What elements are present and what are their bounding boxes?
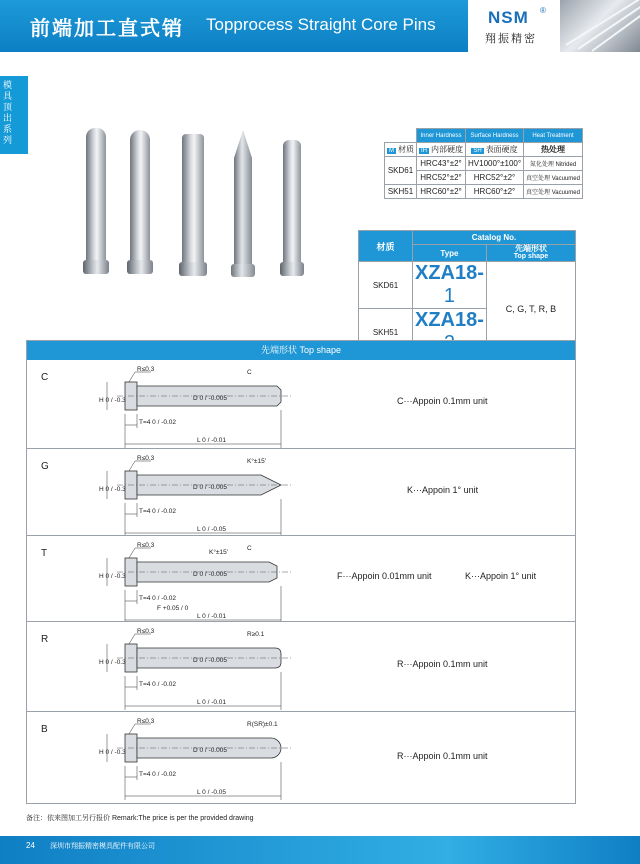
- pin-r: [130, 130, 150, 276]
- shape-description: F···Appoin 0.01mm unit: [337, 571, 432, 581]
- l-label: L 0 / -0.05: [197, 526, 227, 533]
- catalog-material-cell: SKD61: [359, 262, 413, 309]
- h-label: H 0 / -0.3: [99, 659, 126, 666]
- shape-letter: G: [41, 461, 49, 472]
- treatment-cell: 真空处理 Vacuumed: [524, 185, 583, 199]
- inner-cell: HRC60°±2°: [417, 185, 466, 199]
- l-label: L 0 / -0.05: [197, 789, 227, 796]
- shape-label-en: Top shape: [513, 253, 549, 260]
- r-label: R≤0.3: [137, 366, 155, 373]
- series-tab: [0, 76, 39, 154]
- r-label: R≤0.3: [137, 542, 155, 549]
- t-label: T=4 0 / -0.02: [139, 681, 177, 688]
- page-number: 24: [26, 841, 35, 850]
- d-label: D 0 / -0.005: [193, 395, 227, 402]
- h-label: H 0 / -0.3: [99, 573, 126, 580]
- pin-drawing: [97, 449, 307, 536]
- tip-label: R(SR)±0.1: [247, 721, 278, 728]
- l-label: L 0 / -0.01: [197, 437, 227, 444]
- shape-row-c: [27, 360, 575, 448]
- pin-drawing: [97, 712, 307, 805]
- type-label: Type: [413, 245, 487, 262]
- pin-drawing: [97, 536, 307, 622]
- catalog-type-cell: XZA18-1: [413, 262, 487, 309]
- shape-letter: T: [41, 548, 48, 559]
- treatment-cell: 氮化处理 Nitrided: [524, 157, 583, 171]
- pin-g: [228, 128, 258, 278]
- m-badge: M: [389, 148, 394, 154]
- ht-label: 热处理: [524, 143, 583, 157]
- surface-cell: HRC60°±2°: [466, 185, 524, 199]
- pin-t: [283, 140, 301, 276]
- shape-options: C, G, T, R, B: [486, 262, 575, 356]
- shape-description-2: K···Appoin 1° unit: [465, 571, 537, 581]
- t-label: T=4 0 / -0.02: [139, 595, 177, 602]
- shape-description: K···Appoin 1° unit: [407, 484, 479, 495]
- shape-row-t: [27, 535, 575, 621]
- shape-letter: R: [41, 634, 49, 645]
- d-label: D 0 / -0.005: [193, 747, 227, 754]
- tip-label: C: [247, 369, 252, 376]
- logo-registered: ®: [540, 6, 546, 15]
- catalog-table: [358, 230, 576, 356]
- shape-description: R···Appoin 0.1mm unit: [397, 659, 488, 669]
- r-label: R≤0.3: [137, 455, 155, 462]
- l-label: L 0 / -0.01: [197, 613, 227, 620]
- material-label: 材质: [398, 145, 414, 154]
- sh-label: 表面硬度: [485, 145, 518, 154]
- shape-letter: C: [41, 372, 49, 383]
- catalog-type-cell: XZA18-: [413, 309, 487, 356]
- h-label: H 0 / -0.3: [99, 749, 126, 756]
- treatment-cell: 真空处理 Vacuumed: [524, 171, 583, 185]
- pin-drawing: [97, 360, 307, 448]
- k-label: K°±15': [209, 549, 228, 556]
- surface-cell: HV1000°±100°: [466, 157, 524, 171]
- shape-label-cn: 先端形状: [514, 244, 547, 253]
- h-label: H 0 / -0.3: [99, 397, 126, 404]
- ih-label: 内部硬度: [431, 145, 463, 154]
- title-en: Topprocess Straight Core Pins: [206, 15, 436, 34]
- shape-letter: B: [41, 724, 48, 735]
- header-heat-treatment: Heat Treatment: [524, 129, 583, 143]
- catalog-material-label: 材质: [359, 231, 413, 262]
- catalog-material-cell: SKH51: [359, 309, 413, 356]
- logo-cn: 翔振精密: [485, 33, 537, 45]
- title-cn: 前端加工直式销: [30, 18, 184, 40]
- page-footer: [0, 836, 640, 864]
- d-label: D 0 / -0.005: [193, 571, 227, 578]
- r-label: R≤0.3: [137, 718, 155, 725]
- inner-cell: HRC52°±2°: [417, 171, 466, 185]
- top-shape-section: [26, 340, 576, 804]
- tip-label: R≥0.1: [247, 631, 265, 638]
- series-tab-en: Mold Ejector Series: [32, 92, 39, 146]
- d-label: D 0 / -0.005: [193, 657, 227, 664]
- material-table: [384, 128, 583, 199]
- f-label: F +0.05 / 0: [157, 605, 189, 612]
- t-label: T=4 0 / -0.02: [139, 771, 177, 778]
- pin-drawing: [97, 622, 307, 712]
- footer-company: 深圳市翔振精密模具配件有限公司: [50, 843, 155, 850]
- logo-text: NSM: [488, 8, 529, 27]
- inner-cell: HRC43°±2°: [417, 157, 466, 171]
- shape-description: R···Appoin 0.1mm unit: [397, 750, 488, 761]
- pin-c: [86, 128, 106, 276]
- shape-description: C···Appoin 0.1mm unit: [397, 396, 488, 406]
- catalog-no-label: Catalog No.: [413, 231, 576, 245]
- page-header: [0, 0, 640, 52]
- header-inner-hardness: Inner Hardness: [417, 129, 466, 143]
- shape-row-g: [27, 448, 575, 535]
- material-cell: SKH51: [385, 185, 417, 199]
- header-surface-hardness: Surface Hardness: [466, 129, 524, 143]
- shape-row-r: [27, 621, 575, 711]
- surface-cell: HRC52°±2°: [466, 171, 524, 185]
- t-label: T=4 0 / -0.02: [139, 419, 177, 426]
- sh-badge: SH: [473, 148, 482, 154]
- d-label: D 0 / -0.005: [193, 484, 227, 491]
- material-cell: SKD61: [385, 157, 417, 185]
- ih-badge: IH: [421, 148, 427, 154]
- h-label: H 0 / -0.3: [99, 486, 126, 493]
- tip-label: C: [247, 545, 252, 552]
- l-label: L 0 / -0.01: [197, 699, 227, 706]
- r-label: R≤0.3: [137, 628, 155, 635]
- tip-label: K°±15': [247, 458, 266, 465]
- brand-logo: [468, 0, 560, 52]
- shape-row-b: [27, 711, 575, 804]
- remark: 备注：依来图加工另行报价 Remark:The price is per the provided drawing: [26, 815, 254, 822]
- t-label: T=4 0 / -0.02: [139, 508, 177, 515]
- top-shape-bar: 先端形状 Top shape: [27, 341, 575, 360]
- pins-photo: [560, 0, 640, 52]
- pin-straight: [182, 134, 204, 276]
- series-tab-cn: 模具顶出系列: [2, 80, 12, 145]
